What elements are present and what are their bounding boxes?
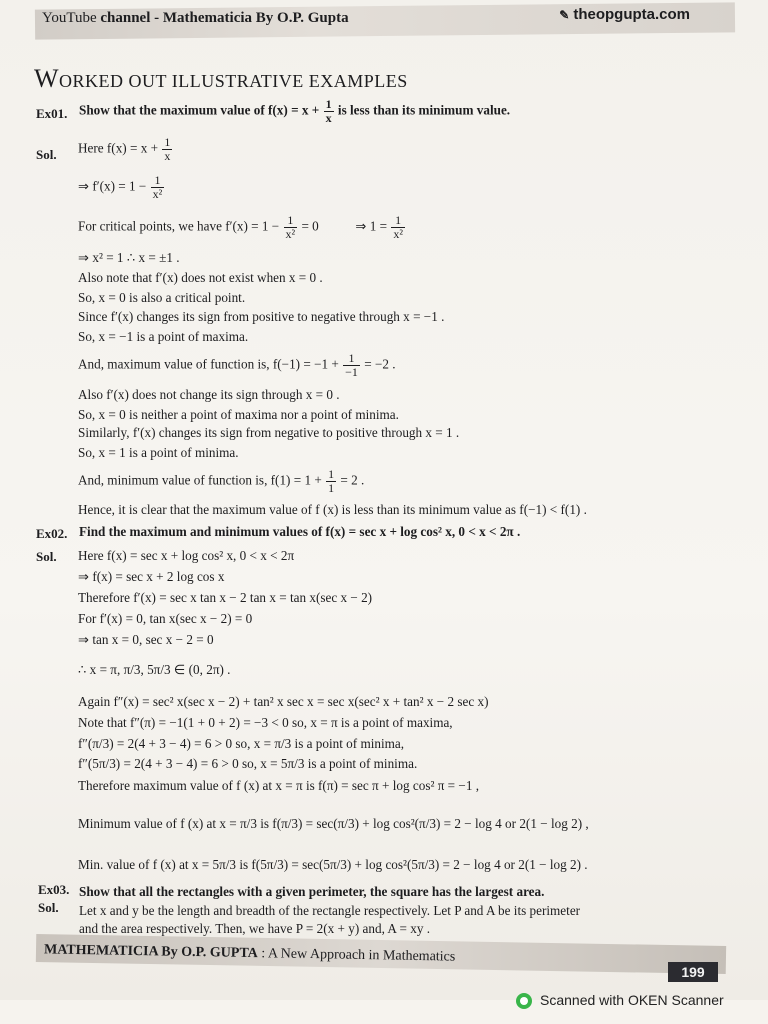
- ex2-line: f″(5π/3) = 2(4 + 3 − 4) = 6 > 0 so, x = 5π/3 is a point of minima.: [78, 756, 418, 771]
- ex2-line: Note that f″(π) = −1(1 + 0 + 2) = −3 < 0 so, x = π is a point of maxima,: [78, 715, 453, 730]
- ex1-line: So, x = 0 is neither a point of maxima nor a point of minima.: [78, 407, 399, 422]
- scanner-watermark: [516, 992, 724, 1009]
- ex2-line: Here f(x) = sec x + log cos² x, 0 < x < 2π: [78, 548, 295, 563]
- ex3-question: Show that all the rectangles with a given perimeter, the square has the largest area.: [79, 884, 545, 899]
- ex3-line: Let x and y be the length and breadth of the rectangle respectively. Let P and A be its perimeter: [79, 903, 581, 918]
- ex1-line: Similarly, f′(x) changes its sign from negative to positive through x = 1 .: [78, 425, 460, 440]
- ex1-line: So, x = 0 is also a critical point.: [78, 290, 246, 305]
- ex1-line: So, x = 1 is a point of minima.: [78, 445, 239, 460]
- ex2-line: ⇒ tan x = 0, sec x − 2 = 0: [78, 632, 214, 647]
- link-icon: ✎: [559, 8, 570, 22]
- ex1-line: ⇒ x² = 1 ∴ x = ±1 .: [78, 250, 180, 265]
- ex1-line: Hence, it is clear that the maximum value of f (x) is less than its minimum value as f(−1) < f(1) .: [78, 502, 587, 517]
- ex2-label: Ex02.: [36, 526, 68, 541]
- ex1-sol-label: Sol.: [36, 147, 57, 162]
- header-website: [559, 6, 690, 23]
- footer-text: MATHEMATICIA By O.P. GUPTA : A New Approach in Mathematics: [43, 942, 456, 965]
- ex2-sol-label: Sol.: [36, 549, 57, 564]
- ex2-line: ∴ x = π, π/3, 5π/3 ∈ (0, 2π) .: [78, 662, 231, 677]
- ex1-line: Also f′(x) does not change its sign through x = 0 .: [78, 387, 340, 402]
- ex1-line: And, minimum value of function is, f(1) = 1 + $\frac{1}{1}$ = 2 .: [78, 467, 365, 495]
- ex1-line: So, x = −1 is a point of maxima.: [78, 329, 249, 344]
- page-number: 199: [668, 962, 718, 982]
- ex3-sol-label: Sol.: [38, 900, 59, 915]
- header-channel: [42, 10, 349, 27]
- ex2-line: Therefore f′(x) = sec x tan x − 2 tan x = tan x(sec x − 2): [78, 590, 373, 605]
- ex2-line: f″(π/3) = 2(4 + 3 − 4) = 6 > 0 so, x = π/3 is a point of minima,: [78, 736, 405, 751]
- ex2-line: ⇒ f(x) = sec x + 2 log cos x: [78, 569, 225, 584]
- ex1-question: Show that the maximum value of f(x) = x + $\frac{1}{x}$ is less than its minimum value.: [79, 97, 511, 125]
- website-text: theopgupta.com: [573, 6, 690, 23]
- channel-name: channel - Mathematicia By O.P. Gupta: [100, 10, 349, 26]
- ex1-line: Here f(x) = x + $\frac{1}{x}$: [78, 135, 171, 163]
- ex2-question: Find the maximum and minimum values of f(x) = sec x + log cos² x, 0 < x < 2π .: [79, 524, 521, 539]
- youtube-label: YouTube: [42, 10, 97, 26]
- ex1-line: ⇒ f′(x) = 1 − $\frac{1}{\text{x²}}$: [78, 173, 163, 201]
- ex1-line: And, maximum value of function is, f(−1) = −1 + $\frac{1}{-1}$ = −2 .: [78, 351, 396, 379]
- scanner-text: Scanned with OKEN Scanner: [540, 992, 724, 1008]
- ex2-line: Minimum value of f (x) at x = π/3 is f(π/3) = sec(π/3) + log cos²(π/3) = 2 − log 4 or 2(1 − log 2) ,: [78, 816, 589, 831]
- ex1-line: For critical points, we have f′(x) = 1 − $\frac{1}{\text{x²}}$ = 0 ⇒ 1 = $\frac{1}{\text{x²}}$: [78, 213, 403, 241]
- ex1-line: Also note that f′(x) does not exist when x = 0 .: [78, 270, 323, 285]
- ex1-line: Since f′(x) changes its sign from positive to negative through x = −1 .: [78, 309, 445, 324]
- ex3-line: and the area respectively. Then, we have P = 2(x + y) and, A = xy .: [79, 921, 431, 936]
- ex2-line: Again f″(x) = sec² x(sec x − 2) + tan² x sec x = sec x(sec² x + tan² x − 2 sec x): [78, 694, 489, 709]
- ex3-label: Ex03.: [38, 882, 70, 897]
- ex2-line: Min. value of f (x) at x = 5π/3 is f(5π/3) = sec(5π/3) + log cos²(5π/3) = 2 − log 4 or 2(1 − log 2) .: [78, 857, 588, 872]
- scanner-logo-icon: [516, 993, 532, 1009]
- ex2-line: For f′(x) = 0, tan x(sec x − 2) = 0: [78, 611, 253, 626]
- ex2-line: Therefore maximum value of f (x) at x = π is f(π) = sec π + log cos² π = −1 ,: [78, 778, 480, 793]
- ex1-label: Ex01.: [36, 106, 68, 121]
- section-title: WORKED OUT ILLUSTRATIVE EXAMPLES: [34, 64, 408, 93]
